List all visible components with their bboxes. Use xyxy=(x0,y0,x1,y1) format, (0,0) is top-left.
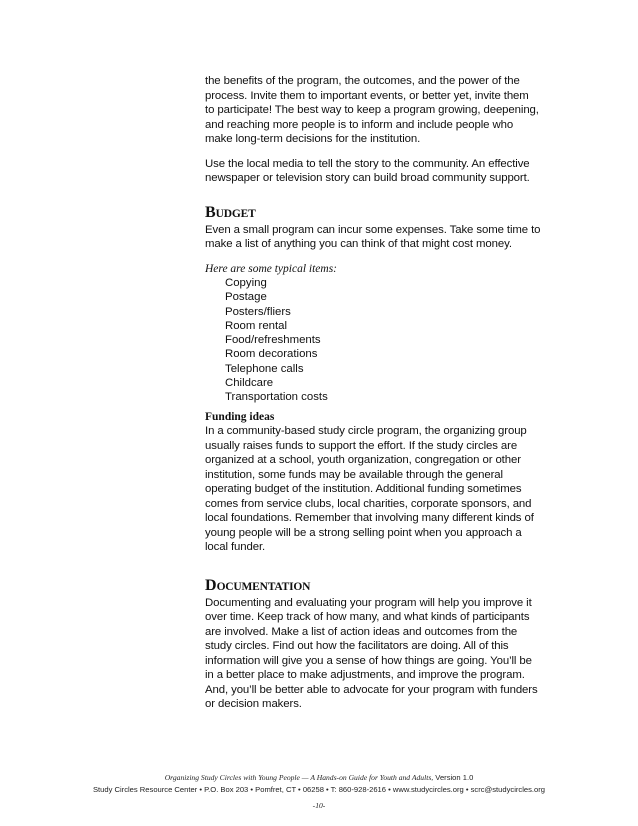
funding-text-line: operating budget of the institution. Additional funding sometimes xyxy=(205,483,522,496)
media-paragraph xyxy=(205,157,550,186)
budget-items-intro: Here are some typical items: xyxy=(205,262,337,275)
funding-text-line: local funder. xyxy=(205,541,266,554)
documentation-heading-rest: OCUMENTATION xyxy=(216,580,311,593)
budget-items-list xyxy=(205,276,550,405)
budget-item: Posters/fliers xyxy=(225,305,291,318)
page-number: -10- xyxy=(312,801,326,810)
intro-text-line: and reaching more people is to inform and include people who xyxy=(205,118,514,131)
intro-text-line: process. Invite them to important events, or better yet, invite them xyxy=(205,89,529,102)
main-column xyxy=(205,74,550,712)
page-footer xyxy=(0,772,638,812)
funding-text-line: local foundations. Remember that involving many different kinds of xyxy=(205,512,534,525)
funding-text-line: comes from service clubs, local charities, corporate sponsors, and xyxy=(205,497,532,510)
budget-heading-rest: UDGET xyxy=(215,207,256,220)
intro-text-line: to participate! The best way to keep a program growing, deepening, xyxy=(205,104,539,116)
budget-item: Room decorations xyxy=(225,348,318,361)
funding-text-line: young people will be a strong selling point when you approach a xyxy=(205,526,522,539)
documentation-text-line: information will give you a sense of how things are going. You’ll be xyxy=(205,654,532,667)
footer-address: Study Circles Resource Center • P.O. Box 203 • Pomfret, CT • 06258 • T: 860-928-2616 • www.studycircles.org • scrc@studycircles.org xyxy=(92,785,546,794)
documentation-heading xyxy=(205,577,550,595)
budget-item: Copying xyxy=(225,277,267,289)
budget-heading xyxy=(205,204,550,222)
documentation-text-line: study circles. Find out how the facilitators are doing. All of this xyxy=(205,640,509,653)
budget-item: Telephone calls xyxy=(225,362,304,375)
documentation-text-line: Documenting and evaluating your program will help you improve it xyxy=(205,596,532,609)
documentation-paragraph xyxy=(205,596,550,712)
budget-item: Postage xyxy=(225,291,267,304)
budget-item: Room rental xyxy=(225,319,288,332)
footer-version: Version 1.0 xyxy=(433,773,474,782)
documentation-text-line: And, you’ll be better able to advocate for your program with funders xyxy=(205,683,538,696)
funding-text-line: In a community-based study circle program, the organizing group xyxy=(205,425,527,438)
footer-publication-title: Organizing Study Circles with Young People — A Hands-on Guide for Youth and Adults, xyxy=(164,773,434,782)
funding-paragraph xyxy=(205,424,550,555)
documentation-text-line: or decision makers. xyxy=(205,698,302,711)
intro-paragraph xyxy=(205,74,550,147)
budget-text-line: Even a small program can incur some expenses. Take some time to xyxy=(205,223,541,236)
documentation-heading-initial: D xyxy=(205,576,217,594)
intro-text-line: the benefits of the program, the outcomes, and the power of the xyxy=(205,75,520,87)
budget-item: Transportation costs xyxy=(225,391,328,404)
funding-text-line: organized at a school, youth organization, congregation or other xyxy=(205,454,521,467)
footer-publication-line xyxy=(0,772,638,784)
budget-item: Childcare xyxy=(225,377,274,390)
intro-text-line: make long-term decisions for the institution. xyxy=(205,133,421,145)
funding-text-line: institution, some funds may be available through the general xyxy=(205,468,503,481)
media-text-line: Use the local media to tell the story to the community. An effective xyxy=(205,157,530,170)
documentation-text-line: over time. Keep track of how many, and what kinds of participants xyxy=(205,611,530,624)
budget-paragraph xyxy=(205,223,550,252)
documentation-text-line: in a better place to make adjustments, and improve the program. xyxy=(205,669,525,682)
budget-item: Food/refreshments xyxy=(225,334,321,347)
documentation-text-line: are involved. Make a list of action ideas and outcomes from the xyxy=(205,625,518,638)
budget-heading-initial: B xyxy=(205,203,216,221)
funding-ideas-title: Funding ideas xyxy=(205,410,275,423)
budget-text-line: make a list of anything you can think of that might cost money. xyxy=(205,238,512,250)
media-text-line: newspaper or television story can build broad community support. xyxy=(205,172,530,184)
funding-text-line: usually raises funds to support the effort. If the study circles are xyxy=(205,439,518,452)
